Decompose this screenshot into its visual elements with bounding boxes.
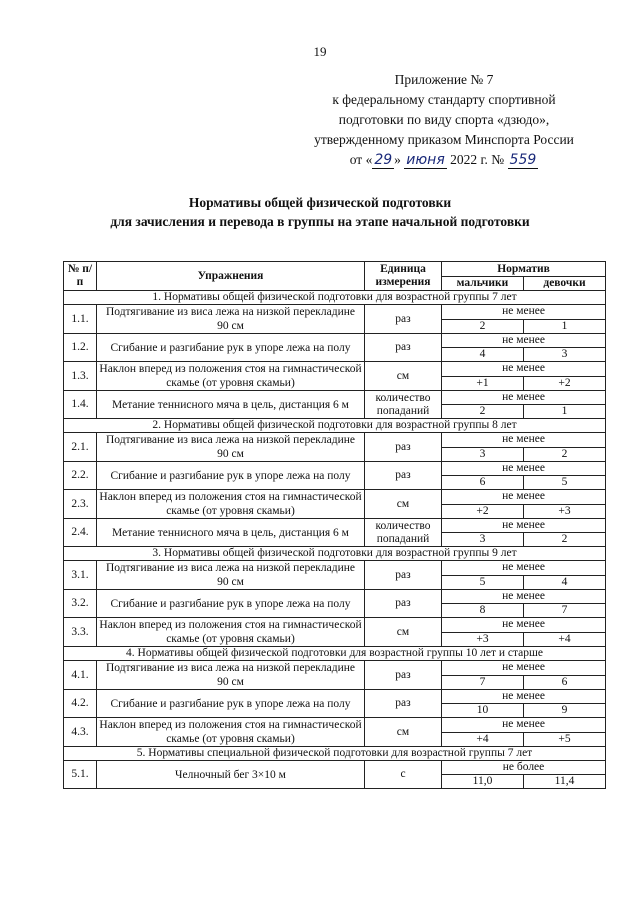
norm-condition: не менее — [442, 590, 606, 604]
boys-value: +1 — [442, 376, 524, 391]
row-number: 5.1. — [64, 761, 97, 789]
row-number: 1.2. — [64, 334, 97, 362]
boys-value: 4 — [442, 348, 524, 362]
girls-value: +5 — [524, 732, 606, 747]
girls-value: 4 — [524, 575, 606, 590]
section-row — [64, 747, 606, 761]
header-unit: Единица измерения — [365, 262, 442, 291]
row-number: 2.2. — [64, 462, 97, 490]
exercise-name: Метание теннисного мяча в цель, дистанция 6 м — [97, 519, 365, 547]
norm-condition: не менее — [442, 305, 606, 320]
norms-table — [63, 261, 606, 789]
girls-value: 2 — [524, 447, 606, 462]
date-year: 2022 г. № — [450, 152, 505, 167]
appendix-line-3: подготовки по виду спорта «дзюдо», — [338, 112, 550, 127]
row-number: 2.3. — [64, 490, 97, 519]
row-number: 1.4. — [64, 391, 97, 419]
exercise-name: Сгибание и разгибание рук в упоре лежа на полу — [97, 590, 365, 618]
date-prefix: от « — [349, 152, 373, 167]
section-row — [64, 547, 606, 561]
table-row — [64, 618, 606, 633]
norm-condition: не более — [442, 761, 606, 775]
section-title: 2. Нормативы общей физической подготовки для возрастной группы 8 лет — [64, 419, 606, 433]
date-month-handwritten: июня — [406, 152, 445, 168]
decree-date-line — [294, 150, 594, 170]
page-number: 19 — [313, 44, 327, 59]
girls-value: 5 — [524, 476, 606, 490]
boys-value: 3 — [442, 533, 524, 547]
exercise-name: Наклон вперед из положения стоя на гимнастической скамье (от уровня скамьи) — [97, 618, 365, 647]
table-row — [64, 362, 606, 377]
exercise-name: Подтягивание из виса лежа на низкой перекладине 90 см — [97, 661, 365, 690]
table-row — [64, 433, 606, 448]
norm-condition: не менее — [442, 618, 606, 633]
girls-value: 7 — [524, 604, 606, 618]
appendix-line-1: Приложение № 7 — [394, 72, 494, 87]
unit-cell: раз — [365, 690, 442, 718]
table-row — [64, 391, 606, 405]
boys-value: 11,0 — [442, 775, 524, 789]
boys-value: 3 — [442, 447, 524, 462]
norm-condition: не менее — [442, 490, 606, 505]
girls-value: 1 — [524, 405, 606, 419]
header-norm: Норматив — [442, 262, 606, 277]
title-line-2: для зачисления и перевода в группы на этапе начальной подготовки — [110, 214, 530, 229]
girls-value: 3 — [524, 348, 606, 362]
girls-value: +4 — [524, 632, 606, 647]
norm-condition: не менее — [442, 690, 606, 704]
appendix-line-2: к федеральному стандарту спортивной — [332, 92, 556, 107]
unit-cell: раз — [365, 305, 442, 334]
date-mid: » — [394, 152, 401, 167]
row-number: 3.2. — [64, 590, 97, 618]
row-number: 2.4. — [64, 519, 97, 547]
boys-value: 5 — [442, 575, 524, 590]
unit-cell: см — [365, 362, 442, 391]
appendix-line-4: утвержденному приказом Минспорта России — [314, 132, 574, 147]
table-row — [64, 334, 606, 348]
unit-cell: раз — [365, 462, 442, 490]
boys-value: 8 — [442, 604, 524, 618]
norm-condition: не менее — [442, 334, 606, 348]
exercise-name: Подтягивание из виса лежа на низкой перекладине 90 см — [97, 561, 365, 590]
header-girls: девочки — [524, 277, 606, 291]
section-row — [64, 291, 606, 305]
norm-condition: не менее — [442, 519, 606, 533]
boys-value: +3 — [442, 632, 524, 647]
header-boys: мальчики — [442, 277, 524, 291]
order-number-handwritten: 559 — [509, 152, 537, 168]
table-row — [64, 519, 606, 533]
boys-value: 2 — [442, 319, 524, 334]
document-title — [0, 193, 640, 231]
table-row — [64, 462, 606, 476]
girls-value: 1 — [524, 319, 606, 334]
unit-cell: раз — [365, 334, 442, 362]
exercise-name: Подтягивание из виса лежа на низкой перекладине 90 см — [97, 433, 365, 462]
boys-value: 6 — [442, 476, 524, 490]
boys-value: +4 — [442, 732, 524, 747]
boys-value: 10 — [442, 704, 524, 718]
boys-value: 2 — [442, 405, 524, 419]
unit-cell: раз — [365, 433, 442, 462]
table-row — [64, 718, 606, 733]
boys-value: 7 — [442, 675, 524, 690]
title-line-1: Нормативы общей физической подготовки — [188, 195, 452, 210]
section-title: 1. Нормативы общей физической подготовки для возрастной группы 7 лет — [64, 291, 606, 305]
unit-cell: раз — [365, 561, 442, 590]
girls-value: 11,4 — [524, 775, 606, 789]
row-number: 4.3. — [64, 718, 97, 747]
girls-value: +2 — [524, 376, 606, 391]
table-row — [64, 590, 606, 604]
exercise-name: Метание теннисного мяча в цель, дистанция 6 м — [97, 391, 365, 419]
section-title: 5. Нормативы специальной физической подготовки для возрастной группы 7 лет — [64, 747, 606, 761]
unit-cell: с — [365, 761, 442, 789]
unit-cell: количество попаданий — [365, 519, 442, 547]
section-title: 4. Нормативы общей физической подготовки для возрастной группы 10 лет и старше — [64, 647, 606, 661]
unit-cell: раз — [365, 661, 442, 690]
exercise-name: Наклон вперед из положения стоя на гимнастической скамье (от уровня скамьи) — [97, 362, 365, 391]
norm-condition: не менее — [442, 462, 606, 476]
appendix-block — [294, 70, 594, 170]
section-title: 3. Нормативы общей физической подготовки для возрастной группы 9 лет — [64, 547, 606, 561]
norm-condition: не менее — [442, 433, 606, 448]
date-day-handwritten: 29 — [374, 152, 393, 168]
norm-condition: не менее — [442, 561, 606, 576]
table-row — [64, 761, 606, 775]
norm-condition: не менее — [442, 391, 606, 405]
exercise-name: Наклон вперед из положения стоя на гимнастической скамье (от уровня скамьи) — [97, 718, 365, 747]
section-row — [64, 647, 606, 661]
exercise-name: Подтягивание из виса лежа на низкой перекладине 90 см — [97, 305, 365, 334]
row-number: 3.3. — [64, 618, 97, 647]
girls-value: 6 — [524, 675, 606, 690]
girls-value: 9 — [524, 704, 606, 718]
table-row — [64, 490, 606, 505]
exercise-name: Наклон вперед из положения стоя на гимнастической скамье (от уровня скамьи) — [97, 490, 365, 519]
table-row — [64, 690, 606, 704]
exercise-name: Сгибание и разгибание рук в упоре лежа на полу — [97, 690, 365, 718]
row-number: 1.3. — [64, 362, 97, 391]
unit-cell: раз — [365, 590, 442, 618]
norm-condition: не менее — [442, 718, 606, 733]
norm-condition: не менее — [442, 661, 606, 676]
unit-cell: количество попаданий — [365, 391, 442, 419]
row-number: 2.1. — [64, 433, 97, 462]
row-number: 3.1. — [64, 561, 97, 590]
table-row — [64, 661, 606, 676]
exercise-name: Челночный бег 3×10 м — [97, 761, 365, 789]
header-exercise: Упражнения — [97, 262, 365, 291]
unit-cell: см — [365, 618, 442, 647]
boys-value: +2 — [442, 504, 524, 519]
unit-cell: см — [365, 718, 442, 747]
row-number: 4.2. — [64, 690, 97, 718]
table-row — [64, 305, 606, 320]
row-number: 4.1. — [64, 661, 97, 690]
header-num: № п/п — [64, 262, 97, 291]
row-number: 1.1. — [64, 305, 97, 334]
table-row — [64, 561, 606, 576]
exercise-name: Сгибание и разгибание рук в упоре лежа на полу — [97, 334, 365, 362]
girls-value: +3 — [524, 504, 606, 519]
unit-cell: см — [365, 490, 442, 519]
norm-condition: не менее — [442, 362, 606, 377]
section-row — [64, 419, 606, 433]
exercise-name: Сгибание и разгибание рук в упоре лежа на полу — [97, 462, 365, 490]
girls-value: 2 — [524, 533, 606, 547]
table-body — [64, 291, 606, 789]
